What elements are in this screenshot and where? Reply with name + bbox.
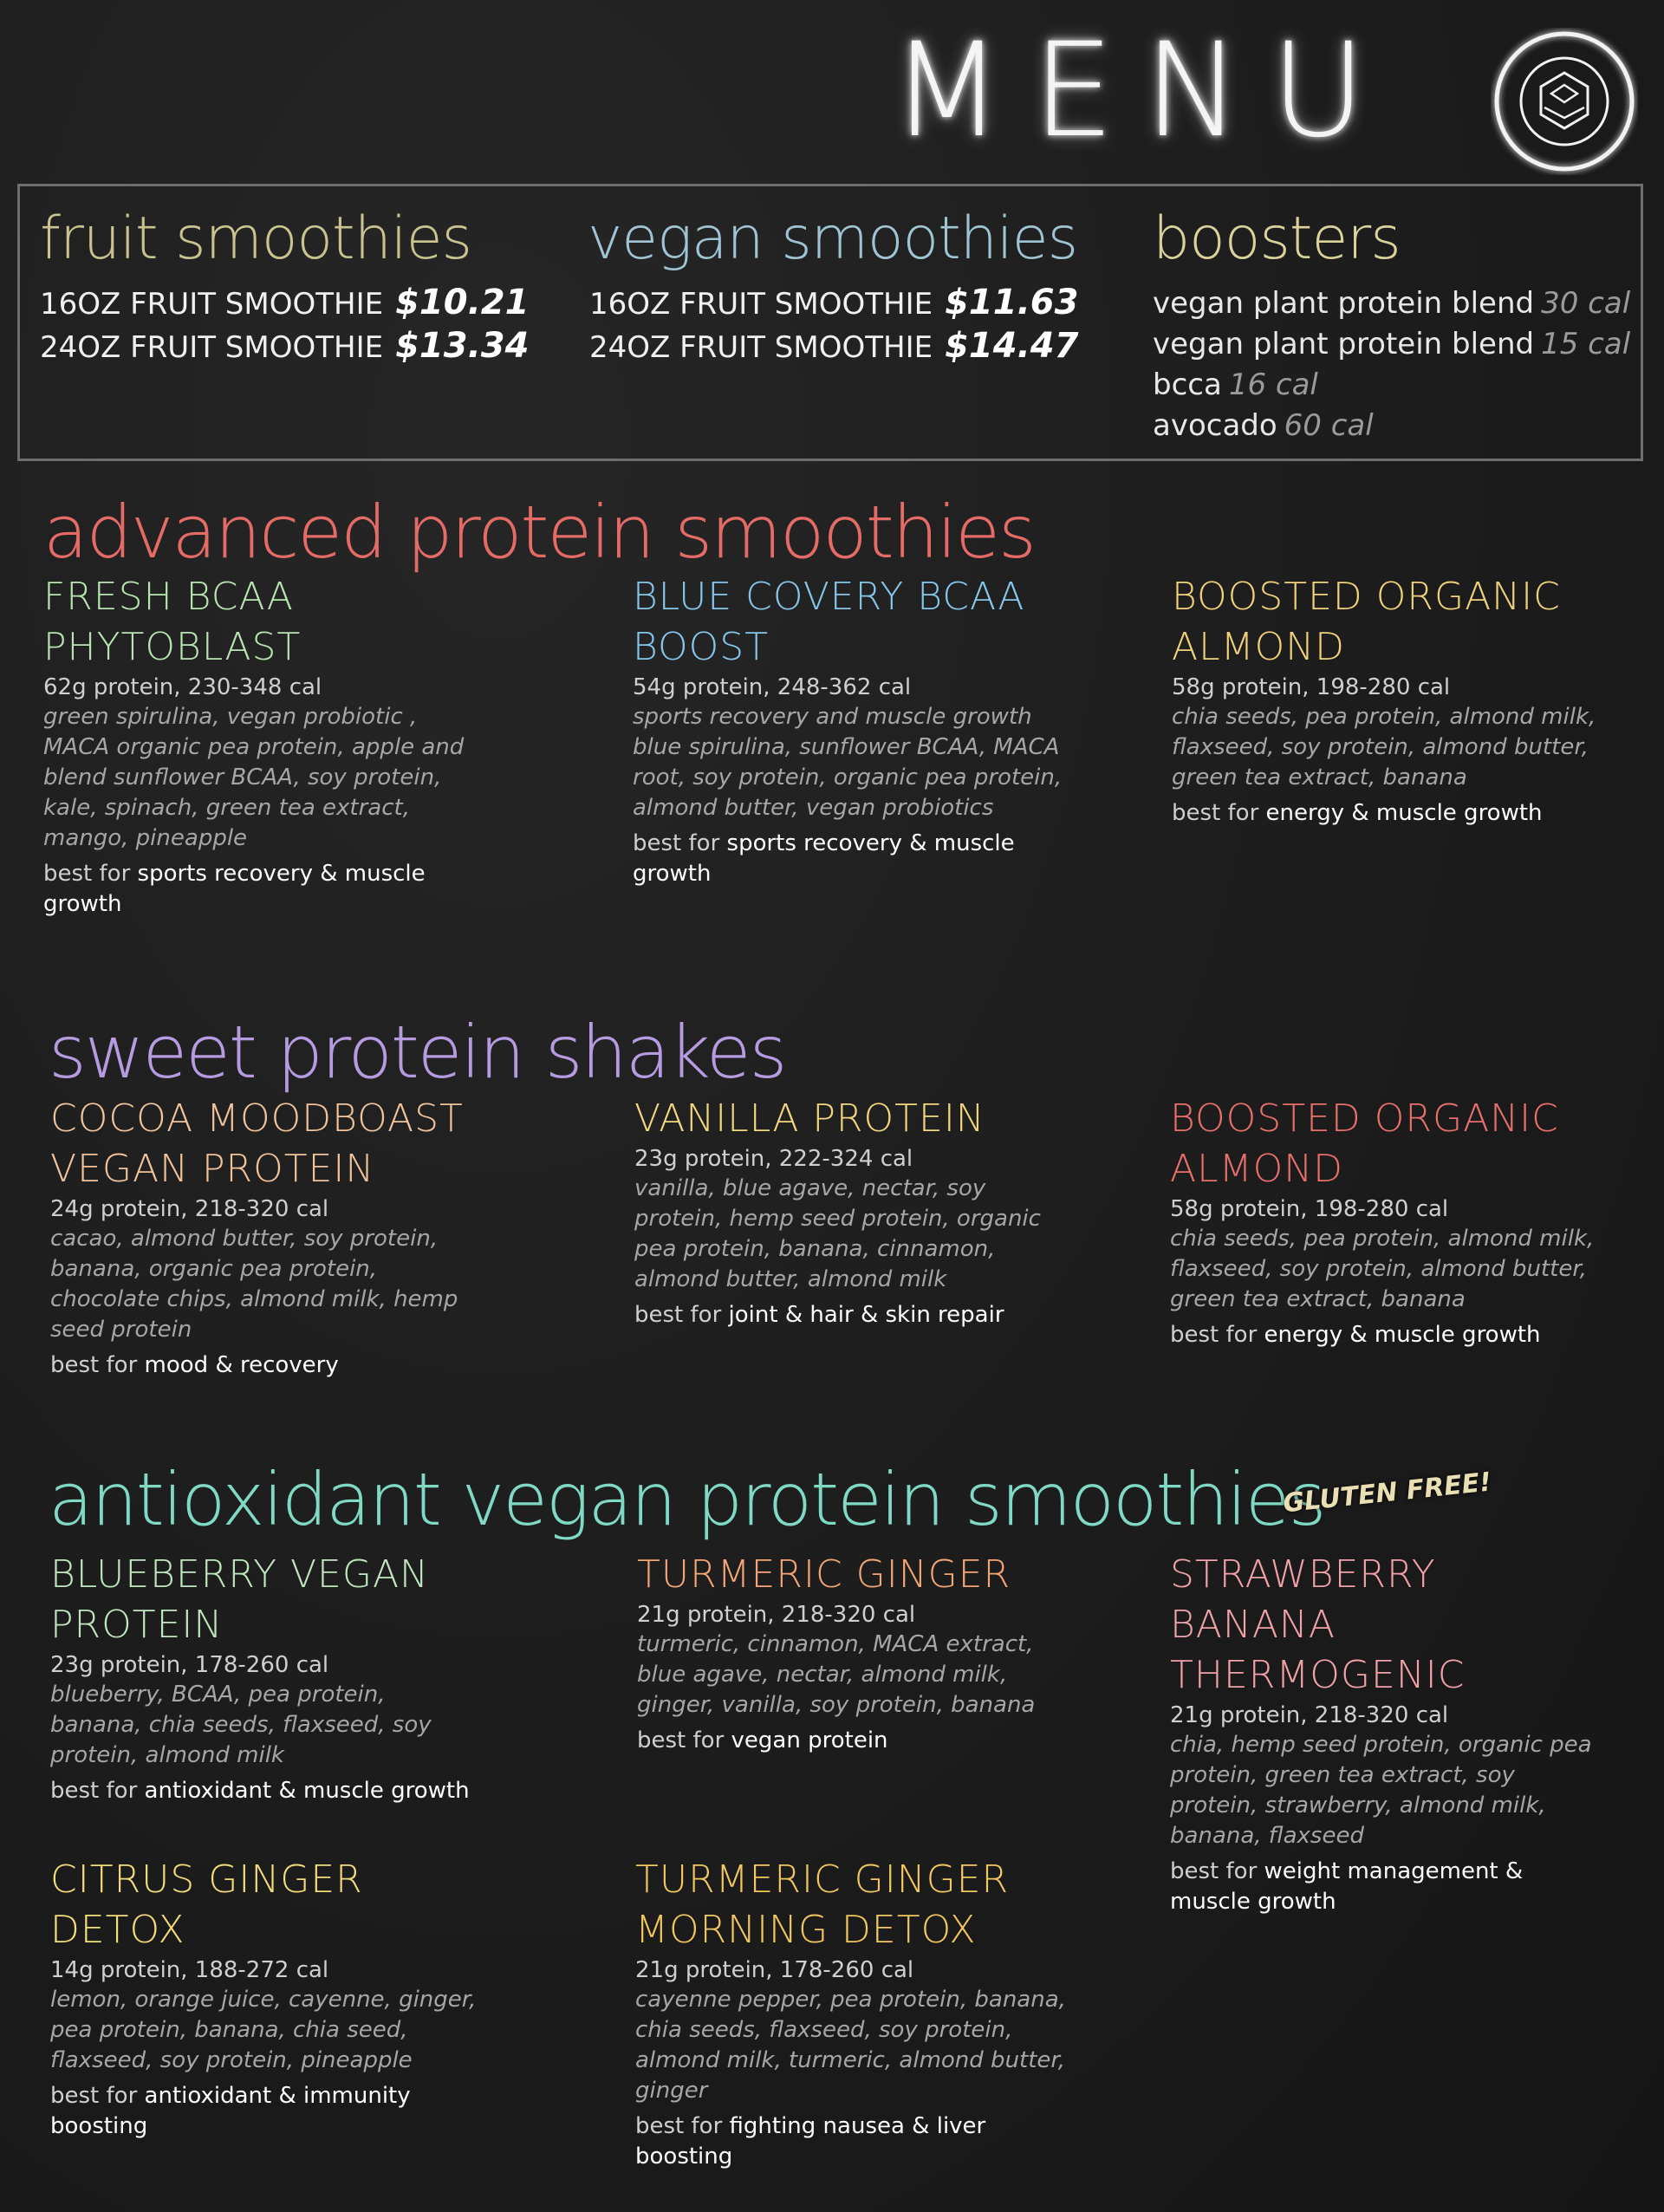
best-for-prefix: best for — [637, 1727, 725, 1753]
best-for-value: joint & hair & skin repair — [728, 1302, 1004, 1328]
best-for-value: mood & recovery — [144, 1352, 339, 1378]
price-row — [40, 282, 529, 325]
item-best-for — [1172, 798, 1605, 829]
item-stats: 54g protein, 248-362 cal — [633, 674, 912, 700]
fruit-price-list — [40, 282, 529, 368]
item-ingredients: blueberry, BCAA, pea protein, banana, chia seeds, flaxseed, soy protein, almond milk — [50, 1682, 432, 1768]
gluten-free-badge: GLUTEN FREE! — [1281, 1467, 1493, 1519]
item-stats: 24g protein, 218-320 cal — [50, 1196, 329, 1222]
item-best-for — [635, 2111, 1069, 2172]
item-name-line: CITRUS GINGER DETOX — [50, 1857, 363, 1952]
booster-cal: 16 cal — [1228, 368, 1318, 402]
price-row — [589, 282, 1078, 325]
best-for-prefix: best for — [1170, 1858, 1258, 1884]
item-name-line: MORNING DETOX — [635, 1908, 977, 1952]
boosters-title: boosters — [1153, 205, 1401, 273]
item-best-for — [50, 1350, 484, 1381]
menu-item — [50, 1094, 484, 1381]
item-name — [635, 1855, 1069, 1955]
item-name-line: FRESH BCAA — [43, 575, 294, 619]
best-for-value: fighting nausea & liver boosting — [635, 2113, 986, 2170]
item-stats: 62g protein, 230-348 cal — [43, 674, 322, 700]
sweet-section-title: sweet protein shakes — [49, 1010, 786, 1095]
best-for-prefix: best for — [50, 2083, 138, 2109]
item-name-line: THERMOGENIC — [1170, 1653, 1466, 1697]
best-for-value: weight management & muscle growth — [1170, 1858, 1524, 1915]
item-ingredients: vanilla, blue agave, nectar, soy protein, hemp seed protein, organic pea protein, banana, cinnamon, almond butter, almond milk — [634, 1175, 1041, 1292]
best-for-prefix: best for — [634, 1302, 722, 1328]
item-best-for — [1170, 1857, 1603, 1917]
item-best-for — [633, 829, 1066, 889]
best-for-prefix: best for — [635, 2113, 723, 2139]
booster-cal: 15 cal — [1541, 327, 1631, 361]
item-name — [1170, 1094, 1603, 1194]
item-stats: 21g protein, 178-260 cal — [635, 1957, 914, 1983]
menu-item — [50, 1855, 484, 2142]
antioxidant-section-title: antioxidant vegan protein smoothies — [49, 1457, 1325, 1542]
menu-item — [50, 1550, 484, 1806]
item-best-for — [637, 1726, 1070, 1756]
best-for-value: antioxidant & immunity boosting — [50, 2083, 411, 2139]
best-for-prefix: best for — [1170, 1322, 1258, 1348]
booster-row — [1153, 324, 1630, 365]
item-stats: 23g protein, 178-260 cal — [50, 1652, 329, 1678]
item-name-line: VEGAN PROTEIN — [50, 1147, 375, 1191]
item-ingredients: chia, hemp seed protein, organic pea protein, green tea extract, soy protein, strawberry, almond milk, banana, flaxseed — [1170, 1732, 1592, 1849]
item-name-line: BOOSTED ORGANIC — [1170, 1096, 1559, 1141]
vegan-smoothies-title: vegan smoothies — [588, 205, 1078, 273]
item-stats: 21g protein, 218-320 cal — [1170, 1702, 1449, 1728]
menu-item — [634, 1094, 1068, 1330]
booster-row — [1153, 283, 1630, 324]
item-name-line: COCOA MOODBOAST — [50, 1096, 464, 1141]
item-stats: 14g protein, 188-272 cal — [50, 1957, 329, 1983]
booster-row — [1153, 406, 1630, 446]
menu-item — [633, 572, 1066, 889]
price-row — [40, 325, 529, 368]
booster-label: bcca — [1153, 368, 1222, 402]
item-ingredients: cacao, almond butter, soy protein, banana, organic pea protein, chocolate chips, almond milk, hemp seed protein — [50, 1226, 458, 1343]
price-row — [589, 325, 1078, 368]
item-best-for — [1170, 1320, 1603, 1350]
item-best-for — [43, 859, 477, 920]
item-ingredients: cayenne pepper, pea protein, banana, chia seeds, flaxseed, soy protein, almond milk, turmeric, almond butter, ginger — [635, 1987, 1066, 2104]
best-for-value: energy & muscle growth — [1264, 1322, 1541, 1348]
menu-item — [637, 1550, 1070, 1756]
menu-item — [635, 1855, 1069, 2172]
booster-label: vegan plant protein blend — [1153, 327, 1535, 361]
price-value: $14.47 — [945, 326, 1079, 366]
price-value: $13.34 — [395, 326, 530, 366]
item-best-for — [634, 1300, 1068, 1330]
restaurant-logo — [1491, 28, 1638, 175]
booster-cal: 30 cal — [1541, 286, 1631, 321]
item-name — [634, 1094, 1068, 1144]
item-best-for — [50, 1776, 484, 1806]
price-label: 16OZ FRUIT SMOOTHIE — [589, 287, 933, 322]
item-name — [637, 1550, 1070, 1600]
item-stats: 21g protein, 218-320 cal — [637, 1602, 916, 1628]
best-for-value: sports recovery & muscle growth — [43, 861, 426, 917]
best-for-prefix: best for — [50, 1778, 138, 1804]
best-for-prefix: best for — [43, 861, 131, 887]
price-value: $11.63 — [945, 283, 1079, 322]
item-name — [633, 572, 1066, 673]
vegan-price-list — [589, 282, 1078, 368]
fruit-smoothies-title: fruit smoothies — [40, 205, 471, 273]
item-ingredients: chia seeds, pea protein, almond milk, flaxseed, soy protein, almond butter, green tea extract, banana — [1170, 1226, 1595, 1312]
advanced-section-title: advanced protein smoothies — [43, 490, 1035, 575]
item-name — [50, 1550, 484, 1650]
item-name-line: BOOSTED ORGANIC — [1172, 575, 1561, 619]
item-name-line: BLUEBERRY VEGAN — [50, 1552, 429, 1597]
price-label: 24OZ FRUIT SMOOTHIE — [40, 330, 384, 365]
item-ingredients: chia seeds, pea protein, almond milk, flaxseed, soy protein, almond butter, green tea extract, banana — [1172, 704, 1596, 790]
best-for-value: sports recovery & muscle growth — [633, 830, 1015, 887]
booster-row — [1153, 365, 1630, 406]
item-ingredients: sports recovery and muscle growth blue spirulina, sunflower BCAA, MACA root, soy protein, organic pea protein, almond butter, vegan probiotics — [633, 704, 1063, 821]
best-for-prefix: best for — [633, 830, 720, 856]
item-name — [43, 572, 477, 673]
item-best-for — [50, 2081, 484, 2142]
boosters-list — [1153, 283, 1630, 446]
item-name — [50, 1094, 484, 1194]
item-name-line: VANILLA PROTEIN — [634, 1096, 985, 1141]
menu-item — [43, 572, 477, 920]
best-for-value: antioxidant & muscle growth — [144, 1778, 470, 1804]
booster-cal: 60 cal — [1284, 408, 1374, 443]
item-name-line: BLUE COVERY BCAA — [633, 575, 1025, 619]
item-name-line: TURMERIC GINGER — [635, 1857, 1010, 1902]
item-ingredients: green spirulina, vegan probiotic , MACA organic pea protein, apple and blend sunflower BCAA, soy protein, kale, spinach, green tea extract, mango, pineapple — [43, 704, 465, 851]
price-label: 16OZ FRUIT SMOOTHIE — [40, 287, 384, 322]
best-for-value: vegan protein — [731, 1727, 888, 1753]
price-value: $10.21 — [395, 283, 530, 322]
item-name-line: STRAWBERRY BANANA — [1170, 1552, 1436, 1647]
item-name — [1170, 1550, 1603, 1701]
item-name-line: ALMOND — [1170, 1147, 1344, 1191]
item-name-line: PHYTOBLAST — [43, 625, 302, 669]
item-name-line: TURMERIC GINGER — [637, 1552, 1011, 1597]
item-name — [50, 1855, 484, 1955]
best-for-prefix: best for — [1172, 800, 1259, 826]
item-stats: 58g protein, 198-280 cal — [1170, 1196, 1449, 1222]
item-name-line: BOOST — [633, 625, 770, 669]
item-ingredients: turmeric, cinnamon, MACA extract, blue agave, nectar, almond milk, ginger, vanilla, soy protein, banana — [637, 1631, 1036, 1718]
item-ingredients: lemon, orange juice, cayenne, ginger, pea protein, banana, chia seed, flaxseed, soy protein, pineapple — [50, 1987, 477, 2073]
menu-item — [1172, 572, 1605, 829]
best-for-value: energy & muscle growth — [1265, 800, 1543, 826]
best-for-prefix: best for — [50, 1352, 138, 1378]
price-label: 24OZ FRUIT SMOOTHIE — [589, 330, 933, 365]
menu-item — [1170, 1094, 1603, 1350]
item-stats: 58g protein, 198-280 cal — [1172, 674, 1451, 700]
menu-item — [1170, 1550, 1603, 1917]
item-stats: 23g protein, 222-324 cal — [634, 1146, 913, 1172]
booster-label: avocado — [1153, 408, 1277, 443]
menu-title: MENU — [890, 16, 1395, 166]
item-name-line: PROTEIN — [50, 1603, 224, 1647]
booster-label: vegan plant protein blend — [1153, 286, 1535, 321]
item-name-line: ALMOND — [1172, 625, 1346, 669]
item-name — [1172, 572, 1605, 673]
